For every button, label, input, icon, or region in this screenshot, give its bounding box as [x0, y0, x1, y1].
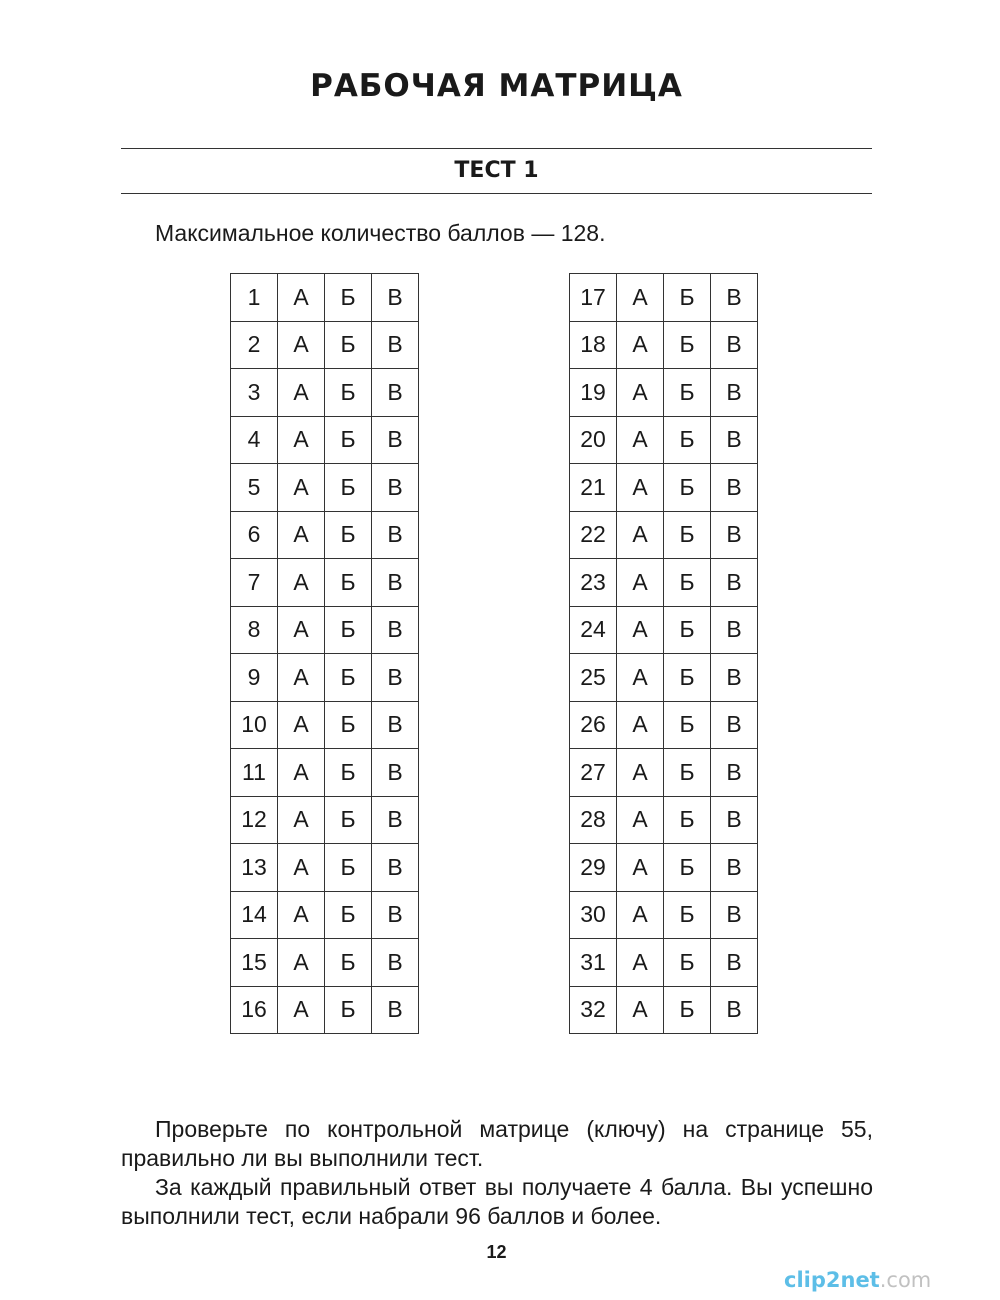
matrix-row [570, 701, 758, 749]
answer-option-cell[interactable]: А [617, 654, 664, 702]
matrix-row [570, 511, 758, 559]
answer-option-cell[interactable]: Б [325, 606, 372, 654]
answer-option-cell[interactable]: В [711, 796, 758, 844]
instruction-paragraph: За каждый правильный ответ вы получаете 4 балла. Вы успешно выполнили тест, если набрали 96 баллов и более. [121, 1174, 873, 1229]
answer-option-cell[interactable]: А [617, 844, 664, 892]
matrix-row [231, 796, 419, 844]
answer-option-cell[interactable]: А [617, 464, 664, 512]
watermark-brand: clip2net [784, 1268, 880, 1292]
answer-option-cell[interactable]: Б [325, 321, 372, 369]
answer-option-cell[interactable]: В [372, 796, 419, 844]
answer-option-cell[interactable]: В [372, 701, 419, 749]
max-points-text: Максимальное количество баллов — 128. [155, 220, 606, 246]
answer-option-cell[interactable]: Б [325, 464, 372, 512]
answer-option-cell[interactable]: Б [664, 464, 711, 512]
instruction-paragraph: Проверьте по контрольной матрице (ключу) на странице 55, правильно ли вы выполнили тест. [121, 1116, 873, 1171]
answer-option-cell[interactable]: В [711, 844, 758, 892]
answer-option-cell[interactable]: Б [664, 511, 711, 559]
matrix-row [231, 939, 419, 987]
answer-option-cell[interactable]: В [372, 511, 419, 559]
answer-option-cell[interactable]: Б [664, 796, 711, 844]
answer-option-cell[interactable]: Б [325, 369, 372, 417]
answer-option-cell[interactable]: А [617, 606, 664, 654]
answer-option-cell[interactable]: А [278, 749, 325, 797]
answer-option-cell[interactable]: Б [664, 321, 711, 369]
question-number: 3 [231, 369, 278, 417]
matrix-row [570, 654, 758, 702]
answer-option-cell[interactable]: Б [325, 274, 372, 322]
question-number: 25 [570, 654, 617, 702]
page-title: РАБОЧАЯ МАТРИЦА [310, 68, 683, 104]
watermark-suffix: .com [879, 1268, 932, 1292]
answer-option-cell[interactable]: Б [664, 369, 711, 417]
answer-option-cell[interactable]: В [372, 844, 419, 892]
watermark [784, 1268, 931, 1292]
answer-option-cell[interactable]: А [278, 939, 325, 987]
matrix-row [570, 274, 758, 322]
question-number: 9 [231, 654, 278, 702]
answer-option-cell[interactable]: Б [664, 559, 711, 607]
answer-option-cell[interactable]: Б [664, 654, 711, 702]
answer-matrix-right [569, 273, 758, 1034]
answer-option-cell[interactable]: А [617, 559, 664, 607]
bottom-divider [121, 193, 872, 194]
answer-option-cell[interactable]: А [617, 939, 664, 987]
matrix-row [570, 844, 758, 892]
answer-option-cell[interactable]: А [278, 844, 325, 892]
answer-option-cell[interactable]: В [372, 891, 419, 939]
matrix-row [231, 749, 419, 797]
question-number: 21 [570, 464, 617, 512]
answer-option-cell[interactable]: Б [325, 701, 372, 749]
answer-option-cell[interactable]: В [711, 939, 758, 987]
answer-option-cell[interactable]: Б [325, 939, 372, 987]
question-number: 7 [231, 559, 278, 607]
question-number: 29 [570, 844, 617, 892]
answer-option-cell[interactable]: А [278, 701, 325, 749]
answer-option-cell[interactable]: В [372, 274, 419, 322]
answer-option-cell[interactable]: В [711, 891, 758, 939]
answer-option-cell[interactable]: А [278, 464, 325, 512]
matrix-row [570, 749, 758, 797]
answer-option-cell[interactable]: В [372, 559, 419, 607]
question-number: 6 [231, 511, 278, 559]
question-number: 2 [231, 321, 278, 369]
answer-option-cell[interactable]: А [278, 559, 325, 607]
instructions [121, 1115, 873, 1231]
matrix-row [570, 416, 758, 464]
answer-option-cell[interactable]: В [711, 701, 758, 749]
answer-option-cell[interactable]: Б [664, 606, 711, 654]
matrix-row [231, 559, 419, 607]
answer-option-cell[interactable]: Б [664, 844, 711, 892]
matrix-row [231, 321, 419, 369]
answer-option-cell[interactable]: А [617, 369, 664, 417]
matrix-row [231, 416, 419, 464]
answer-option-cell[interactable]: А [278, 891, 325, 939]
question-number: 11 [231, 749, 278, 797]
matrix-row [570, 321, 758, 369]
answer-option-cell[interactable]: А [278, 654, 325, 702]
answer-option-cell[interactable]: А [617, 511, 664, 559]
answer-option-cell[interactable]: А [278, 796, 325, 844]
test-heading: ТЕСТ 1 [454, 158, 539, 183]
answer-option-cell[interactable]: Б [664, 274, 711, 322]
answer-option-cell[interactable]: В [711, 654, 758, 702]
question-number: 5 [231, 464, 278, 512]
answer-option-cell[interactable]: А [278, 321, 325, 369]
answer-option-cell[interactable]: А [278, 416, 325, 464]
answer-option-cell[interactable]: Б [325, 891, 372, 939]
matrix-row [570, 606, 758, 654]
matrix-row [231, 511, 419, 559]
answer-option-cell[interactable]: Б [325, 796, 372, 844]
question-number: 15 [231, 939, 278, 987]
answer-option-cell[interactable]: А [617, 749, 664, 797]
answer-option-cell[interactable]: В [372, 986, 419, 1034]
question-number: 19 [570, 369, 617, 417]
matrix-row [570, 891, 758, 939]
question-number: 13 [231, 844, 278, 892]
answer-option-cell[interactable]: В [372, 369, 419, 417]
answer-option-cell[interactable]: В [372, 654, 419, 702]
answer-option-cell[interactable]: А [617, 416, 664, 464]
matrix-row [231, 891, 419, 939]
answer-option-cell[interactable]: Б [325, 559, 372, 607]
answer-option-cell[interactable]: Б [664, 939, 711, 987]
answer-option-cell[interactable]: В [372, 749, 419, 797]
answer-option-cell[interactable]: А [617, 986, 664, 1034]
question-number: 16 [231, 986, 278, 1034]
answer-option-cell[interactable]: Б [325, 844, 372, 892]
answer-option-cell[interactable]: В [711, 274, 758, 322]
matrix-row [231, 844, 419, 892]
question-number: 20 [570, 416, 617, 464]
matrix-row [231, 701, 419, 749]
question-number: 12 [231, 796, 278, 844]
question-number: 23 [570, 559, 617, 607]
question-number: 26 [570, 701, 617, 749]
matrix-row [231, 369, 419, 417]
matrix-row [231, 606, 419, 654]
question-number: 4 [231, 416, 278, 464]
answer-option-cell[interactable]: В [711, 559, 758, 607]
answer-option-cell[interactable]: В [711, 416, 758, 464]
question-number: 24 [570, 606, 617, 654]
answer-option-cell[interactable]: В [711, 606, 758, 654]
answer-option-cell[interactable]: Б [325, 654, 372, 702]
question-number: 17 [570, 274, 617, 322]
answer-option-cell[interactable]: А [278, 606, 325, 654]
answer-option-cell[interactable]: Б [664, 891, 711, 939]
answer-option-cell[interactable]: В [711, 321, 758, 369]
answer-option-cell[interactable]: А [278, 511, 325, 559]
answer-option-cell[interactable]: В [711, 464, 758, 512]
question-number: 31 [570, 939, 617, 987]
answer-option-cell[interactable]: В [711, 986, 758, 1034]
answer-option-cell[interactable]: А [617, 274, 664, 322]
answer-option-cell[interactable]: Б [325, 749, 372, 797]
answer-option-cell[interactable]: В [372, 464, 419, 512]
answer-option-cell[interactable]: В [372, 939, 419, 987]
matrix-row [570, 559, 758, 607]
answer-option-cell[interactable]: В [372, 321, 419, 369]
matrix-row [231, 464, 419, 512]
question-number: 32 [570, 986, 617, 1034]
question-number: 14 [231, 891, 278, 939]
matrix-row [570, 369, 758, 417]
question-number: 22 [570, 511, 617, 559]
answer-option-cell[interactable]: В [372, 606, 419, 654]
top-divider [121, 148, 872, 149]
question-number: 28 [570, 796, 617, 844]
answer-option-cell[interactable]: Б [664, 416, 711, 464]
answer-option-cell[interactable]: В [711, 511, 758, 559]
answer-option-cell[interactable]: В [711, 749, 758, 797]
answer-option-cell[interactable]: В [711, 369, 758, 417]
answer-matrix-left [230, 273, 419, 1034]
page-number: 12 [486, 1242, 507, 1262]
matrix-row [570, 796, 758, 844]
answer-option-cell[interactable]: В [372, 416, 419, 464]
question-number: 1 [231, 274, 278, 322]
answer-option-cell[interactable]: А [278, 369, 325, 417]
question-number: 27 [570, 749, 617, 797]
matrix-row [231, 654, 419, 702]
answer-option-cell[interactable]: Б [325, 986, 372, 1034]
matrix-row [231, 274, 419, 322]
answer-option-cell[interactable]: Б [325, 511, 372, 559]
question-number: 30 [570, 891, 617, 939]
answer-option-cell[interactable]: А [617, 891, 664, 939]
answer-option-cell[interactable]: А [278, 986, 325, 1034]
question-number: 10 [231, 701, 278, 749]
matrix-row [570, 986, 758, 1034]
matrix-row [570, 464, 758, 512]
answer-option-cell[interactable]: А [278, 274, 325, 322]
answer-option-cell[interactable]: Б [664, 749, 711, 797]
question-number: 18 [570, 321, 617, 369]
answer-option-cell[interactable]: Б [664, 701, 711, 749]
matrix-row [231, 986, 419, 1034]
question-number: 8 [231, 606, 278, 654]
answer-option-cell[interactable]: А [617, 796, 664, 844]
answer-option-cell[interactable]: А [617, 701, 664, 749]
matrix-row [570, 939, 758, 987]
answer-option-cell[interactable]: Б [325, 416, 372, 464]
answer-option-cell[interactable]: Б [664, 986, 711, 1034]
answer-option-cell[interactable]: А [617, 321, 664, 369]
